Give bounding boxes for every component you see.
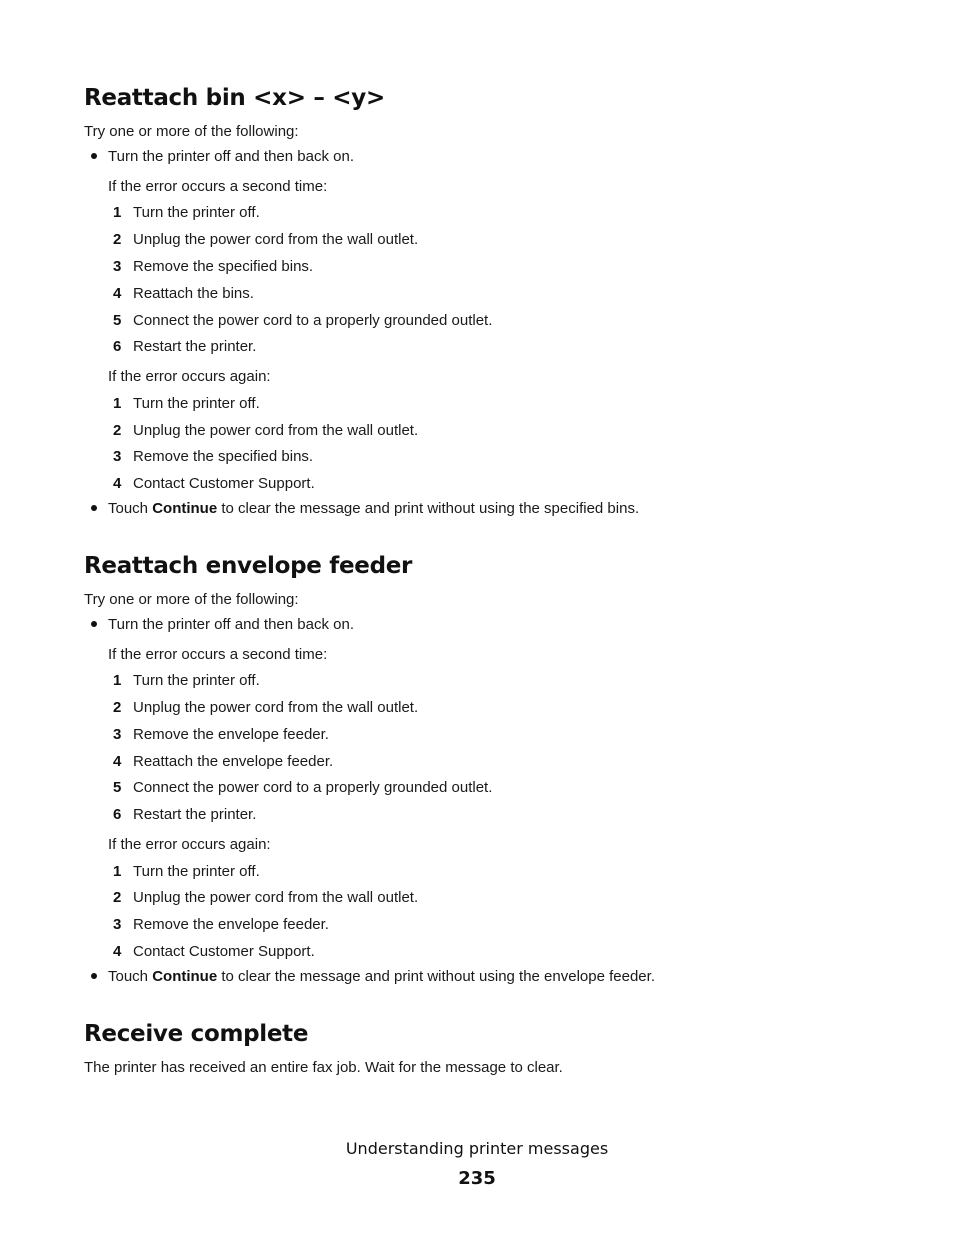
condition-label: If the error occurs a second time: [108,178,328,195]
bullet-dot [91,505,97,511]
step-number: 6 [113,338,122,355]
step-number: 2 [113,889,122,906]
step-number: 4 [113,475,122,492]
step-text: Restart the printer. [133,806,257,823]
step-number: 3 [113,258,122,275]
bullet-dot [91,973,97,979]
section-title-reattach-envelope-feeder: Reattach envelope feeder [84,553,413,579]
step-text: Unplug the power cord from the wall outlet. [133,889,419,906]
step-text: Reattach the envelope feeder. [133,753,334,770]
bullet-text: Touch Continue to clear the message and print without using the envelope feeder. [108,968,655,985]
step-text: Remove the specified bins. [133,448,314,465]
step-number: 5 [113,779,122,796]
step-number: 1 [113,204,122,221]
section-body: The printer has received an entire fax job. Wait for the message to clear. [84,1059,563,1076]
section-intro: Try one or more of the following: [84,123,299,140]
step-number: 2 [113,422,122,439]
step-number: 3 [113,448,122,465]
step-text: Restart the printer. [133,338,257,355]
step-text: Turn the printer off. [133,863,260,880]
step-number: 2 [113,231,122,248]
bullet-text: Turn the printer off and then back on. [108,616,354,633]
section-title-reattach-bin: Reattach bin <x> – <y> [84,85,385,111]
step-text: Reattach the bins. [133,285,254,302]
step-text: Contact Customer Support. [133,475,315,492]
step-text: Unplug the power cord from the wall outlet. [133,699,419,716]
bullet-dot [91,621,97,627]
section-intro: Try one or more of the following: [84,591,299,608]
step-text: Turn the printer off. [133,204,260,221]
step-number: 1 [113,395,122,412]
page-number: 235 [458,1168,496,1189]
continue-keyword: Continue [152,500,218,517]
step-number: 3 [113,916,122,933]
step-number: 4 [113,753,122,770]
condition-label: If the error occurs again: [108,836,271,853]
step-text: Connect the power cord to a properly grounded outlet. [133,779,493,796]
bullet-text: Turn the printer off and then back on. [108,148,354,165]
step-text: Remove the envelope feeder. [133,726,329,743]
step-number: 4 [113,943,122,960]
step-text: Unplug the power cord from the wall outlet. [133,422,419,439]
step-number: 4 [113,285,122,302]
step-number: 1 [113,863,122,880]
condition-label: If the error occurs again: [108,368,271,385]
bullet-text: Touch Continue to clear the message and print without using the specified bins. [108,500,640,517]
step-number: 3 [113,726,122,743]
step-number: 6 [113,806,122,823]
continue-keyword: Continue [152,968,218,985]
step-text: Remove the specified bins. [133,258,314,275]
step-text: Turn the printer off. [133,672,260,689]
step-text: Contact Customer Support. [133,943,315,960]
step-text: Connect the power cord to a properly grounded outlet. [133,312,493,329]
step-text: Remove the envelope feeder. [133,916,329,933]
step-number: 1 [113,672,122,689]
condition-label: If the error occurs a second time: [108,646,328,663]
section-title-receive-complete: Receive complete [84,1021,309,1047]
step-text: Turn the printer off. [133,395,260,412]
step-number: 5 [113,312,122,329]
footer-chapter-title: Understanding printer messages [345,1139,609,1158]
step-text: Unplug the power cord from the wall outlet. [133,231,419,248]
step-number: 2 [113,699,122,716]
bullet-dot [91,153,97,159]
